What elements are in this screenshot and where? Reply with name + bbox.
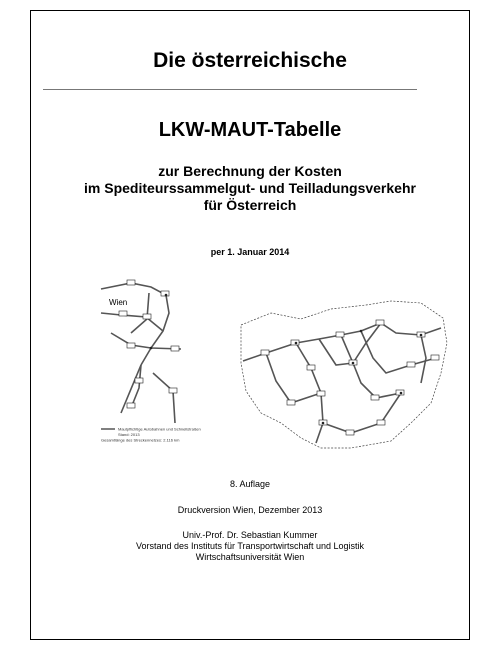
title-divider [43, 89, 417, 90]
map-legend-text: Mautpflichtige Autobahnen und Schnellstraßen [118, 426, 201, 432]
map-status-text: Stand: 2013 [118, 432, 140, 437]
city-dots [150, 294, 423, 425]
title-line-1: Die österreichische [153, 49, 347, 72]
subtitle-line-3: für Österreich [203, 197, 297, 213]
austria-motorway-map [91, 273, 451, 451]
validity-date: per 1. Januar 2014 [210, 247, 290, 257]
map-city-label-wien: Wien [109, 298, 128, 307]
motorway-network-lines [101, 283, 441, 443]
edition: 8. Auflage [229, 479, 271, 489]
map-length-text: Gesamtlänge des Streckennetzes: 2.116 km [101, 437, 180, 443]
print-info: Druckversion Wien, Dezember 2013 [177, 505, 323, 515]
author-institution: Wirtschaftsuniversität Wien [195, 552, 305, 562]
author-name: Univ.-Prof. Dr. Sebastian Kummer [182, 530, 318, 540]
author-role: Vorstand des Instituts für Transportwirtschaft und Logistik [135, 541, 365, 551]
subtitle-line-2: im Spediteurssammelgut- und Teilladungsverkehr [84, 180, 416, 196]
subtitle-block [31, 163, 469, 214]
document-page [30, 10, 470, 640]
border-outline [241, 301, 447, 448]
subtitle-line-1: zur Berechnung der Kosten [158, 163, 342, 179]
author-block [31, 530, 469, 563]
main-title: LKW-MAUT-Tabelle [158, 119, 342, 141]
